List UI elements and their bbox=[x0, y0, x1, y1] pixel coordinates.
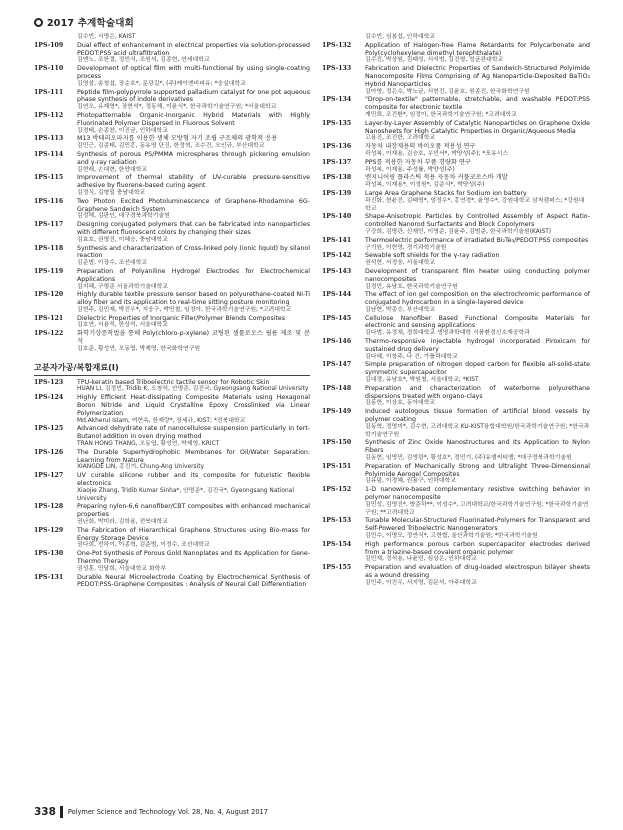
poster-authors: 김남현, 박종승, 부산대학교 bbox=[365, 306, 436, 313]
page-number: 338 bbox=[34, 806, 56, 818]
poster-code: 1PS-136 bbox=[322, 143, 352, 151]
poster-title: Large Area Graphene Stacks for Sodium ion battery bbox=[365, 189, 527, 197]
poster-authors: 곽성복, 이재용, 김승호, 우민서*, 박양성(주); *포유시스 bbox=[365, 150, 509, 157]
abstract-entry bbox=[34, 89, 310, 112]
abstract-entry bbox=[34, 174, 310, 197]
poster-authors: 김아영, 정은수, 박노균, 서현진, 김윤호, 원종진, 한국화학연구원 bbox=[365, 88, 530, 95]
poster-authors: 김경태, 손종찬, 이진균, 인하대학교 bbox=[77, 127, 168, 134]
poster-title: M13 박테리오파지를 이용한 생체 모방형 자기 조립 구조체의 광학적 응용 bbox=[77, 135, 278, 143]
poster-title: Fabrication and Dielectric Properties of Sandwich-Structured Polyimide Nanocomposite Films Comprising of Ag Nanoparticle-Deposited BaTiO₃ Hybrid Nanoparticles bbox=[365, 65, 590, 88]
poster-code: 1PS-146 bbox=[322, 338, 352, 346]
poster-code: 1PS-151 bbox=[322, 462, 352, 470]
poster-authors: 계민희, 조진환*, 임정아, 한국과학기술연구원; *고려대학교 bbox=[365, 111, 517, 118]
poster-authors: XIANGDE LIN, 홍진기, Chung-Ang University bbox=[77, 464, 205, 471]
poster-title: Highly Efficient Heat-dissipating Composite Materials using Hexagonal Boron Nitride and Liquid Crystalline Epoxy Crosslinked via Linear Polymerization bbox=[77, 394, 310, 417]
abstract-entry bbox=[34, 291, 310, 314]
poster-code: 1PS-118 bbox=[34, 244, 64, 252]
poster-authors: 김유림, 이경혜, 권용구, 인하대학교 bbox=[365, 478, 456, 485]
abstract-entry bbox=[322, 338, 590, 361]
poster-authors: 곽성복, 이재용, 주성률, 박양성(주) bbox=[365, 166, 455, 173]
poster-title: Layer-by-Layer Assembly of Catalytic Nanoparticles on Graphene Oxide Nanosheets for High Catalytic Properties in Organic/Aqueous Media bbox=[365, 119, 590, 135]
poster-title: Tunable Molecular-Structured Fluorinated-Polymers for Transparent and Self-Powered Triboelectric Nanogenerators bbox=[365, 517, 590, 533]
poster-title: Preparation and evaluation of drug-loaded electrospun bilayer sheets as a wound dressing bbox=[365, 564, 590, 579]
poster-authors: 곽진화, 현윤진, 김태영*, 엄정우*, 홍연경*, 윤영수*, 강원대학교 삼척캠퍼스; *강원대학교 bbox=[365, 197, 585, 212]
poster-code: 1PS-110 bbox=[34, 65, 64, 73]
poster-authors: 곽성복, 이재용*, 이정원*, 김준식*, 박양성(주) bbox=[365, 182, 485, 189]
poster-title: Dielectric Properties of Inorganic Filler/Polymer Blends Composites bbox=[77, 314, 285, 322]
poster-code: 1PS-147 bbox=[322, 361, 352, 369]
poster-title: One-Pot Synthesis of Porous Gold Nanoplates and Its Application for Gene-Thermo Therapy bbox=[77, 550, 310, 565]
poster-code: 1PS-148 bbox=[322, 384, 352, 392]
poster-code: 1PS-117 bbox=[34, 221, 64, 229]
poster-title: Durable Neural Microelectrode Coating by Electrochemical Synthesis of PEDOT:PSS-Graphene Composites : Analysis of Neural Cell Differentiation bbox=[77, 573, 310, 589]
poster-code: 1PS-143 bbox=[322, 267, 352, 275]
poster-code: 1PS-127 bbox=[34, 472, 64, 480]
poster-code: 1PS-128 bbox=[34, 503, 64, 511]
poster-authors: 김준범, 이장수, 조선대학교 bbox=[77, 260, 148, 267]
poster-title: Preparation and characterization of waterborne polyurethane dispersions treated with organo-clays bbox=[365, 384, 590, 400]
poster-authors: 김동현, 이상호, 동아대학교 bbox=[365, 400, 436, 407]
poster-code: 1PS-155 bbox=[322, 564, 352, 572]
abstract-entry bbox=[34, 449, 310, 472]
lead-authors: 김수빈, 심봉섭, 인하대학교 bbox=[365, 34, 436, 40]
poster-title: Preparation of Polyaniline Hydrogel Electrodes for Electrochemical Applications bbox=[77, 267, 310, 283]
poster-code: 1PS-138 bbox=[322, 174, 352, 182]
poster-authors: 김민근, 김종태, 김민홍, 동유명 단진, 한정혁, 조수진, 오인규, 부산대학교 bbox=[77, 143, 265, 150]
poster-authors: 김대경, 유남호*, 박원철, 서울대학교; *KIST bbox=[365, 377, 479, 384]
entry-list bbox=[322, 42, 590, 588]
poster-authors: 김민성, 김영진*, 방준하**, 이성수*, 고려대학교/한국과학기술연구원; *한국과학기술연구원; **고려대학교 bbox=[365, 501, 589, 516]
poster-code: 1PS-130 bbox=[34, 550, 64, 558]
poster-title: Photopatternable Organic-Inorganic Hybrid Materials with Highly Fluorinated Polymer Dispersed in Fluorous Solvent bbox=[77, 111, 310, 127]
poster-code: 1PS-116 bbox=[34, 197, 64, 205]
poster-title: Development of transparent film heater using conducting polymer nanocomposites bbox=[365, 267, 590, 283]
poster-code: 1PS-141 bbox=[322, 236, 352, 244]
poster-authors: Xiaojie Zhang, Tridib Kumar Sinha*, 안명준*, 김진국*, Gyeongsang National University bbox=[77, 487, 294, 502]
poster-authors: 김영삼, 송청섭, 장순호*, 문광길*, (주)케이엔비피유; *숭실대학교 bbox=[77, 80, 246, 87]
abstract-entry bbox=[322, 268, 590, 291]
poster-code: 1PS-119 bbox=[34, 267, 64, 275]
abstract-entry bbox=[34, 112, 310, 135]
poster-title: Preparation of Mechanically Strong and Ultralight Three-Dimensional Polyimide Aerogel Composites bbox=[365, 462, 590, 478]
poster-code: 1PS-113 bbox=[34, 135, 64, 143]
poster-code: 1PS-139 bbox=[322, 189, 352, 197]
poster-authors: HUAN LI, 김정민, Tridib K, 오창석, 안명준, 김진국, Gyeongsang National University bbox=[77, 386, 309, 393]
page-header bbox=[34, 14, 134, 30]
poster-authors: 김엔노, 조한결, 정민식, 조원석, 김종현, 연세대학교 bbox=[77, 57, 210, 64]
poster-title: Induced autologous tissue formation of artificial blood vessels by polymer coating bbox=[365, 408, 590, 424]
abstract-entry bbox=[34, 503, 310, 526]
poster-code: 1PS-133 bbox=[322, 65, 352, 73]
circle-bullet-icon bbox=[34, 18, 43, 27]
left-column bbox=[34, 34, 310, 589]
abstract-entry bbox=[322, 291, 590, 314]
right-column bbox=[322, 34, 590, 588]
journal-citation: Polymer Science and Technology Vol. 28, No. 4, August 2017 bbox=[67, 808, 268, 816]
abstract-entry bbox=[322, 541, 590, 564]
abstract-entry bbox=[34, 135, 310, 151]
poster-title: Development of optical film with multi-functional by using single-coating process bbox=[77, 65, 310, 80]
poster-title: Simple preparation of nitrogen doped carbon for flexible all-solid-state symmetric supercapacitor bbox=[365, 361, 590, 377]
abstract-entry bbox=[322, 439, 590, 462]
poster-code: 1PS-144 bbox=[322, 291, 352, 299]
poster-authors: 김민주, 이진우, 서지영, 김문석, 아주대학교 bbox=[365, 579, 477, 586]
abstract-entry bbox=[34, 42, 310, 65]
poster-authors: 김동혁, 정영미*, 김수현, 고려대학교 KU-KIST융합대학원/한국과학기술연구원; *한국과학기술연구원 bbox=[365, 423, 590, 438]
section-heading: 고분자가공/복합재료(I) bbox=[34, 362, 310, 376]
poster-title: Synthesis of Zinc Oxide Nanostructures and Its Application to Nylon Fibers bbox=[365, 439, 590, 455]
poster-title: Designing conjugated polymers that can be fabricated into nanoparticles with different fluorescent colors by changing their sizes bbox=[77, 221, 310, 236]
abstract-entry bbox=[322, 42, 590, 65]
poster-code: 1PS-132 bbox=[322, 41, 352, 49]
poster-title: The Durable Superhydrophobic Membranes for Oil/Water Separation: Learning from Nature bbox=[77, 448, 310, 464]
poster-code: 1PS-145 bbox=[322, 314, 352, 322]
abstract-entry bbox=[34, 330, 310, 353]
abstract-entry bbox=[34, 379, 310, 395]
poster-title: 자동차 내장재용의 바이오품 적용성 연구 bbox=[365, 143, 476, 151]
poster-title: Shape-Anisotropic Particles by Controlled Assembly of Aspect Ratio-controlled Nanorod Surfactants and Block Copolymers bbox=[365, 213, 590, 229]
conference-title: 2017 추계학술대회 bbox=[47, 18, 135, 29]
poster-authors: 김다범, 유정채, 경희대학교 생명과학대학 식품환경신소재공학과 bbox=[365, 330, 530, 337]
poster-code: 1PS-137 bbox=[322, 158, 352, 166]
poster-title: Cellulose Nanofiber Based Functional Composite Materials for electronic and sensing applications bbox=[365, 314, 590, 330]
poster-title: 1-D nanowire-based complementary resistive switching behavior in polymer nanocomposite bbox=[365, 486, 590, 502]
abstract-entry bbox=[34, 221, 310, 244]
poster-authors: 김민재, 정석용, 나윤민, 심상은, 인하대학교 bbox=[365, 556, 477, 563]
entry-list bbox=[34, 42, 310, 354]
poster-code: 1PS-126 bbox=[34, 448, 64, 456]
abstract-entry bbox=[322, 65, 590, 96]
poster-code: 1PS-149 bbox=[322, 408, 352, 416]
poster-title: UV curable silicone rubber and its composite for futuristic flexible electronics bbox=[77, 472, 310, 488]
poster-code: 1PS-124 bbox=[34, 394, 64, 402]
abstract-entry bbox=[322, 213, 590, 236]
poster-title: High performance porous carbon supercapacitor electrodes derived from a triazine-based covalent organic polymer bbox=[365, 540, 590, 556]
abstract-entry bbox=[34, 527, 310, 550]
poster-code: 1PS-131 bbox=[34, 573, 64, 581]
abstract-entry bbox=[322, 237, 590, 253]
poster-title: The Fabrication of Hierarchical Graphene Structures using Bio-mass for Energy Storage Device bbox=[77, 526, 310, 542]
abstract-entry bbox=[322, 361, 590, 384]
poster-code: 1PS-121 bbox=[34, 314, 64, 322]
poster-title: 엔지니어링 플라스틱 적용 자동차 커플코로스바 개발 bbox=[365, 174, 508, 182]
poster-authors: 김동현, 임영민, 김영광*, 황성호*, 정민기, (주)유엠씨티엠; *대구경북과학기술원 bbox=[365, 455, 572, 462]
poster-authors: 김다혜, 이창주, 나 건, 가톨릭대학교 bbox=[365, 353, 458, 360]
poster-authors: 김현래, 손대현, 한양대학교 bbox=[77, 166, 148, 173]
poster-authors: 김지혜, 구형준 서울과학기술대학교 bbox=[77, 283, 168, 290]
abstract-entry bbox=[322, 463, 590, 486]
poster-title: Synthesis of porous PS/PMMA microspheres through pickering emulsion and γ-ray radiation bbox=[77, 150, 310, 166]
abstract-entry bbox=[322, 143, 590, 159]
poster-authors: 권다희, 전하이, 이종혁, 김준범, 이정수, 조선대학교 bbox=[77, 542, 210, 549]
poster-authors: 김경민, 유남호, 한국과학기술연구원 bbox=[365, 283, 458, 290]
poster-authors: 김연오, 유제영*, 장현석*, 정동해, 이윤식*, 한국과학기술연구원; *서울대학교 bbox=[77, 104, 277, 111]
poster-code: 1PS-154 bbox=[322, 540, 352, 548]
poster-authors: 김호연, 서용석, 한상석, 서울대학교 bbox=[77, 322, 168, 329]
poster-authors: 고용진, 조진한, 고려대학교 bbox=[365, 135, 436, 142]
abstract-entry bbox=[34, 245, 310, 268]
poster-authors: TRAN HONG THANG, 오동엽, 황성연, 박제영, KRICT bbox=[77, 441, 220, 448]
abstract-entry bbox=[34, 268, 310, 291]
poster-title: Dual effect of enhancement in electrical properties via solution-processed PEDOT:PSS acid ultrafiltration bbox=[77, 41, 310, 57]
abstract-entry bbox=[322, 315, 590, 338]
poster-code: 1PS-123 bbox=[34, 378, 64, 386]
poster-title: Peptide film-polypyrrole supported palladium catalyst for one pot aqueous phase synthesis of indole derivatives bbox=[77, 88, 310, 104]
poster-authors: 김현주, 김민재, 박진우*, 지웅구, 박민철, 임정아, 한국과학기술연구원; *고려대학교 bbox=[77, 306, 292, 313]
poster-title: 화학기상증착법을 통해 Poly(chloro-p-xylene) 코팅된 셀룰로오스 필름 제조 및 분석 bbox=[77, 330, 310, 346]
poster-code: 1PS-150 bbox=[322, 439, 352, 447]
poster-authors: 구기원, 이현영, 경기과학기술원 bbox=[365, 244, 447, 251]
poster-title: "Drop-on-textile" patternable, stretchable, and washable PEDOT:PSS composite for electronic textile bbox=[365, 96, 590, 112]
poster-authors: 김정식, 김형일 충남대학교 bbox=[77, 189, 146, 196]
abstract-entry bbox=[322, 159, 590, 175]
entry-list-section bbox=[34, 379, 310, 590]
poster-title: Synthesis and characterization of Cross-linked poly (ionic liquid) by silanol reaction bbox=[77, 244, 310, 260]
abstract-entry bbox=[34, 472, 310, 503]
abstract-entry bbox=[34, 394, 310, 425]
abstract-entry bbox=[322, 174, 590, 190]
abstract-entry bbox=[322, 96, 590, 119]
poster-authors: Md.Akherul Islam, 여현옥, 한재량*, 장세규, KIST; *전북대학교 bbox=[77, 417, 246, 424]
poster-code: 1PS-120 bbox=[34, 291, 64, 299]
poster-authors: 권성훈, 민달희, 서울대학교 화학부 bbox=[77, 565, 167, 572]
abstract-entry bbox=[322, 564, 590, 587]
abstract-entry bbox=[34, 198, 310, 221]
poster-code: 1PS-109 bbox=[34, 41, 64, 49]
poster-code: 1PS-125 bbox=[34, 425, 64, 433]
poster-authors: 김민수, 이명모, 정연식*, 고현협, 울산과학기술원; *한국과학기술원 bbox=[365, 533, 538, 539]
poster-code: 1PS-134 bbox=[322, 96, 352, 104]
poster-title: Highly durable textile pressure sensor based on polyurethane-coated Ni-Ti alloy fiber and its application to real-time sitting posture monitoring bbox=[77, 291, 310, 307]
poster-title: Improvement of thermal stability of UV-curable pressure-sensitive adhesive by fluorene-based curing agent bbox=[77, 174, 310, 190]
abstract-entry bbox=[34, 550, 310, 573]
poster-code: 1PS-152 bbox=[322, 486, 352, 494]
abstract-entry bbox=[322, 190, 590, 213]
abstract-entry bbox=[34, 65, 310, 88]
poster-authors: 권석현, 서정웅, 서울대학교 bbox=[365, 260, 436, 267]
poster-code: 1PS-115 bbox=[34, 174, 64, 182]
abstract-entry bbox=[322, 408, 590, 439]
poster-title: PPS를 적용한 자동차 부품 경량화 연구 bbox=[365, 158, 471, 166]
poster-title: The effect of ion gel composition on the electrochromic performance of conjugated hydrocarbon in a single-layered device bbox=[365, 291, 590, 307]
poster-title: Application of Halogen-free Flame Retardants for Polycarbonate and Poly(cyclohexylene dimethyl terephthalate) bbox=[365, 41, 590, 57]
poster-code: 1PS-112 bbox=[34, 111, 64, 119]
poster-authors: 김효호, 권영진, 이혜승, 충남대학교 bbox=[77, 236, 168, 243]
abstract-entry bbox=[322, 486, 590, 517]
page-footer bbox=[34, 806, 268, 818]
abstract-entry bbox=[34, 315, 310, 331]
poster-authors: 구강희, 김명관, 신재민, 이명준, 김윤주, 김범준, 한국과학기술원(KAIST) bbox=[365, 228, 552, 235]
abstract-entry bbox=[322, 517, 590, 540]
poster-code: 1PS-111 bbox=[34, 88, 64, 96]
abstract-entry bbox=[322, 120, 590, 143]
poster-code: 1PS-122 bbox=[34, 330, 64, 338]
poster-code: 1PS-129 bbox=[34, 526, 64, 534]
poster-title: Thermo-responsive injectable hydrogel incorporated Piroxicam for sustained drug delivery bbox=[365, 338, 590, 353]
abstract-entry bbox=[322, 252, 590, 268]
poster-code: 1PS-140 bbox=[322, 213, 352, 221]
footer-divider bbox=[60, 806, 63, 818]
poster-authors: 김호준, 황성연, 오동엽, 박제영, 한국화학연구원 bbox=[77, 345, 201, 352]
poster-authors: 김수진, 박상원, 김태성, 서석범, 김진형, 성균관대학교 bbox=[365, 57, 504, 64]
abstract-entry bbox=[34, 151, 310, 174]
abstract-entry bbox=[322, 385, 590, 408]
poster-title: Advanced dehydrate rate of nanocellulose suspension particularly in tert-Butanol addition in oven drying method bbox=[77, 425, 310, 441]
poster-code: 1PS-153 bbox=[322, 517, 352, 525]
abstract-entry bbox=[34, 574, 310, 590]
poster-authors: 권난희, 박미라, 김학용, 전북대학교 bbox=[77, 519, 168, 526]
poster-code: 1PS-142 bbox=[322, 252, 352, 260]
poster-code: 1PS-114 bbox=[34, 150, 64, 158]
poster-title: Two Photon Excited Photoluminescence of Graphene-Rhodamine 6G-Graphene Sandwich System bbox=[77, 197, 310, 213]
poster-title: Sewable soft shields for the γ-ray radiation bbox=[365, 252, 500, 260]
poster-title: Preparing nylon-6,6 nanofiber/CBT composites with enhanced mechanical properties bbox=[77, 503, 310, 519]
poster-title: Thermoelectric performance of irradiated Bi₂Te₃/PEDOT:PSS composites bbox=[365, 236, 589, 244]
poster-code: 1PS-135 bbox=[322, 119, 352, 127]
poster-authors: 김정해, 김판인, 대구경북과학기술원 bbox=[77, 213, 170, 220]
lead-authors: 김수빈, 서명은, KAIST bbox=[77, 34, 136, 40]
poster-title: TPU-keratin based Triboelectric tactile sensor for Robotic Skin bbox=[77, 378, 270, 386]
abstract-entry bbox=[34, 425, 310, 448]
